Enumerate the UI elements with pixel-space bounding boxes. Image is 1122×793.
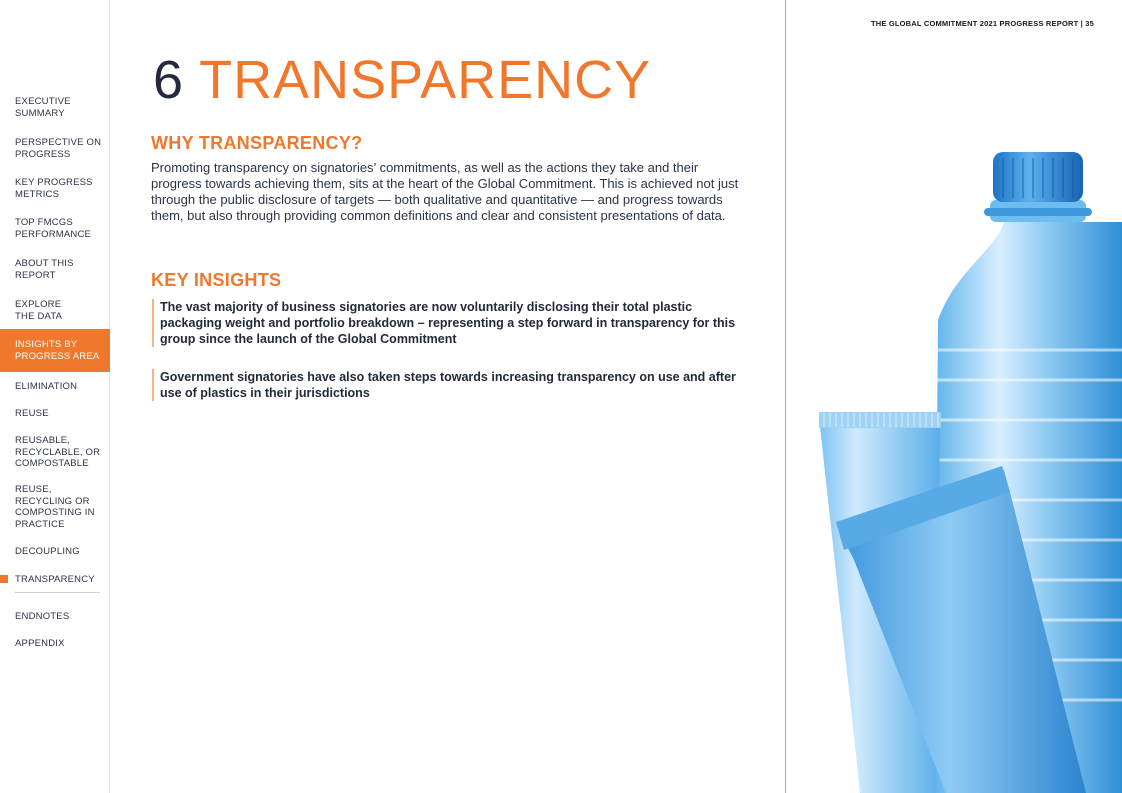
why-transparency-text: Promoting transparency on signatories’ commitments, as well as the actions they take and their progress towards achieving them, sits at the heart of the Global Commitment. This is achieved not just through the public disclosure of targets — both qualitative and quantitative — and progress towards them, but also through providing common definitions and clear and consistent presentations of data. bbox=[151, 160, 739, 223]
nav-item-explore-the-data[interactable]: EXPLORE THE DATA bbox=[15, 299, 63, 322]
nav-item-top-fmcgs-performance[interactable]: TOP FMCGS PERFORMANCE bbox=[15, 217, 92, 240]
bottle-tube-wrapper-image bbox=[786, 0, 1122, 793]
tube-crimp bbox=[819, 412, 941, 428]
packaging-illustration bbox=[786, 0, 1122, 793]
nav-item-appendix[interactable]: APPENDIX bbox=[15, 638, 65, 649]
section-number: 6 bbox=[153, 50, 185, 110]
nav-item-elimination[interactable]: ELIMINATION bbox=[15, 381, 78, 392]
nav-item-decoupling[interactable]: DECOUPLING bbox=[15, 546, 80, 557]
nav-item-reuse[interactable]: REUSE bbox=[15, 408, 49, 419]
current-section-underline bbox=[15, 592, 100, 593]
sidebar-nav bbox=[0, 0, 110, 793]
section-title: TRANSPARENCY bbox=[199, 50, 652, 110]
nav-item-key-progress-metrics[interactable]: KEY PROGRESS METRICS bbox=[15, 177, 93, 200]
page-title bbox=[153, 50, 651, 110]
nav-item-transparency[interactable]: TRANSPARENCY bbox=[15, 574, 95, 585]
nav-item-reusable-recyclable-compostable[interactable]: REUSABLE, RECYCLABLE, OR COMPOSTABLE bbox=[15, 435, 101, 469]
key-insight-1: The vast majority of business signatories are now voluntarily disclosing their total plastic packaging weight and portfolio breakdown – representing a step forward in transparency for this group since the launch of the Global Commitment bbox=[152, 299, 750, 347]
nav-item-perspective-on-progress[interactable]: PERSPECTIVE ON PROGRESS bbox=[15, 137, 102, 160]
nav-item-endnotes[interactable]: ENDNOTES bbox=[15, 611, 70, 622]
nav-item-reuse-recycling-composting-in-practice[interactable]: REUSE, RECYCLING OR COMPOSTING IN PRACTICE bbox=[15, 484, 95, 530]
key-insights-heading: KEY INSIGHTS bbox=[151, 270, 282, 290]
page-header: THE GLOBAL COMMITMENT 2021 PROGRESS REPORT | 35 bbox=[870, 19, 1094, 28]
nav-item-executive-summary[interactable]: EXECUTIVE SUMMARY bbox=[15, 96, 71, 119]
nav-item-about-this-report[interactable]: ABOUT THIS REPORT bbox=[15, 258, 74, 281]
bottle-cap bbox=[993, 152, 1083, 202]
nav-item-insights-by-progress-area[interactable]: INSIGHTS BY PROGRESS AREA bbox=[0, 329, 110, 372]
why-transparency-heading: WHY TRANSPARENCY? bbox=[151, 133, 363, 153]
key-insight-2: Government signatories have also taken steps towards increasing transparency on use and after use of plastics in their jurisdictions bbox=[152, 369, 750, 401]
current-section-marker bbox=[0, 575, 8, 583]
